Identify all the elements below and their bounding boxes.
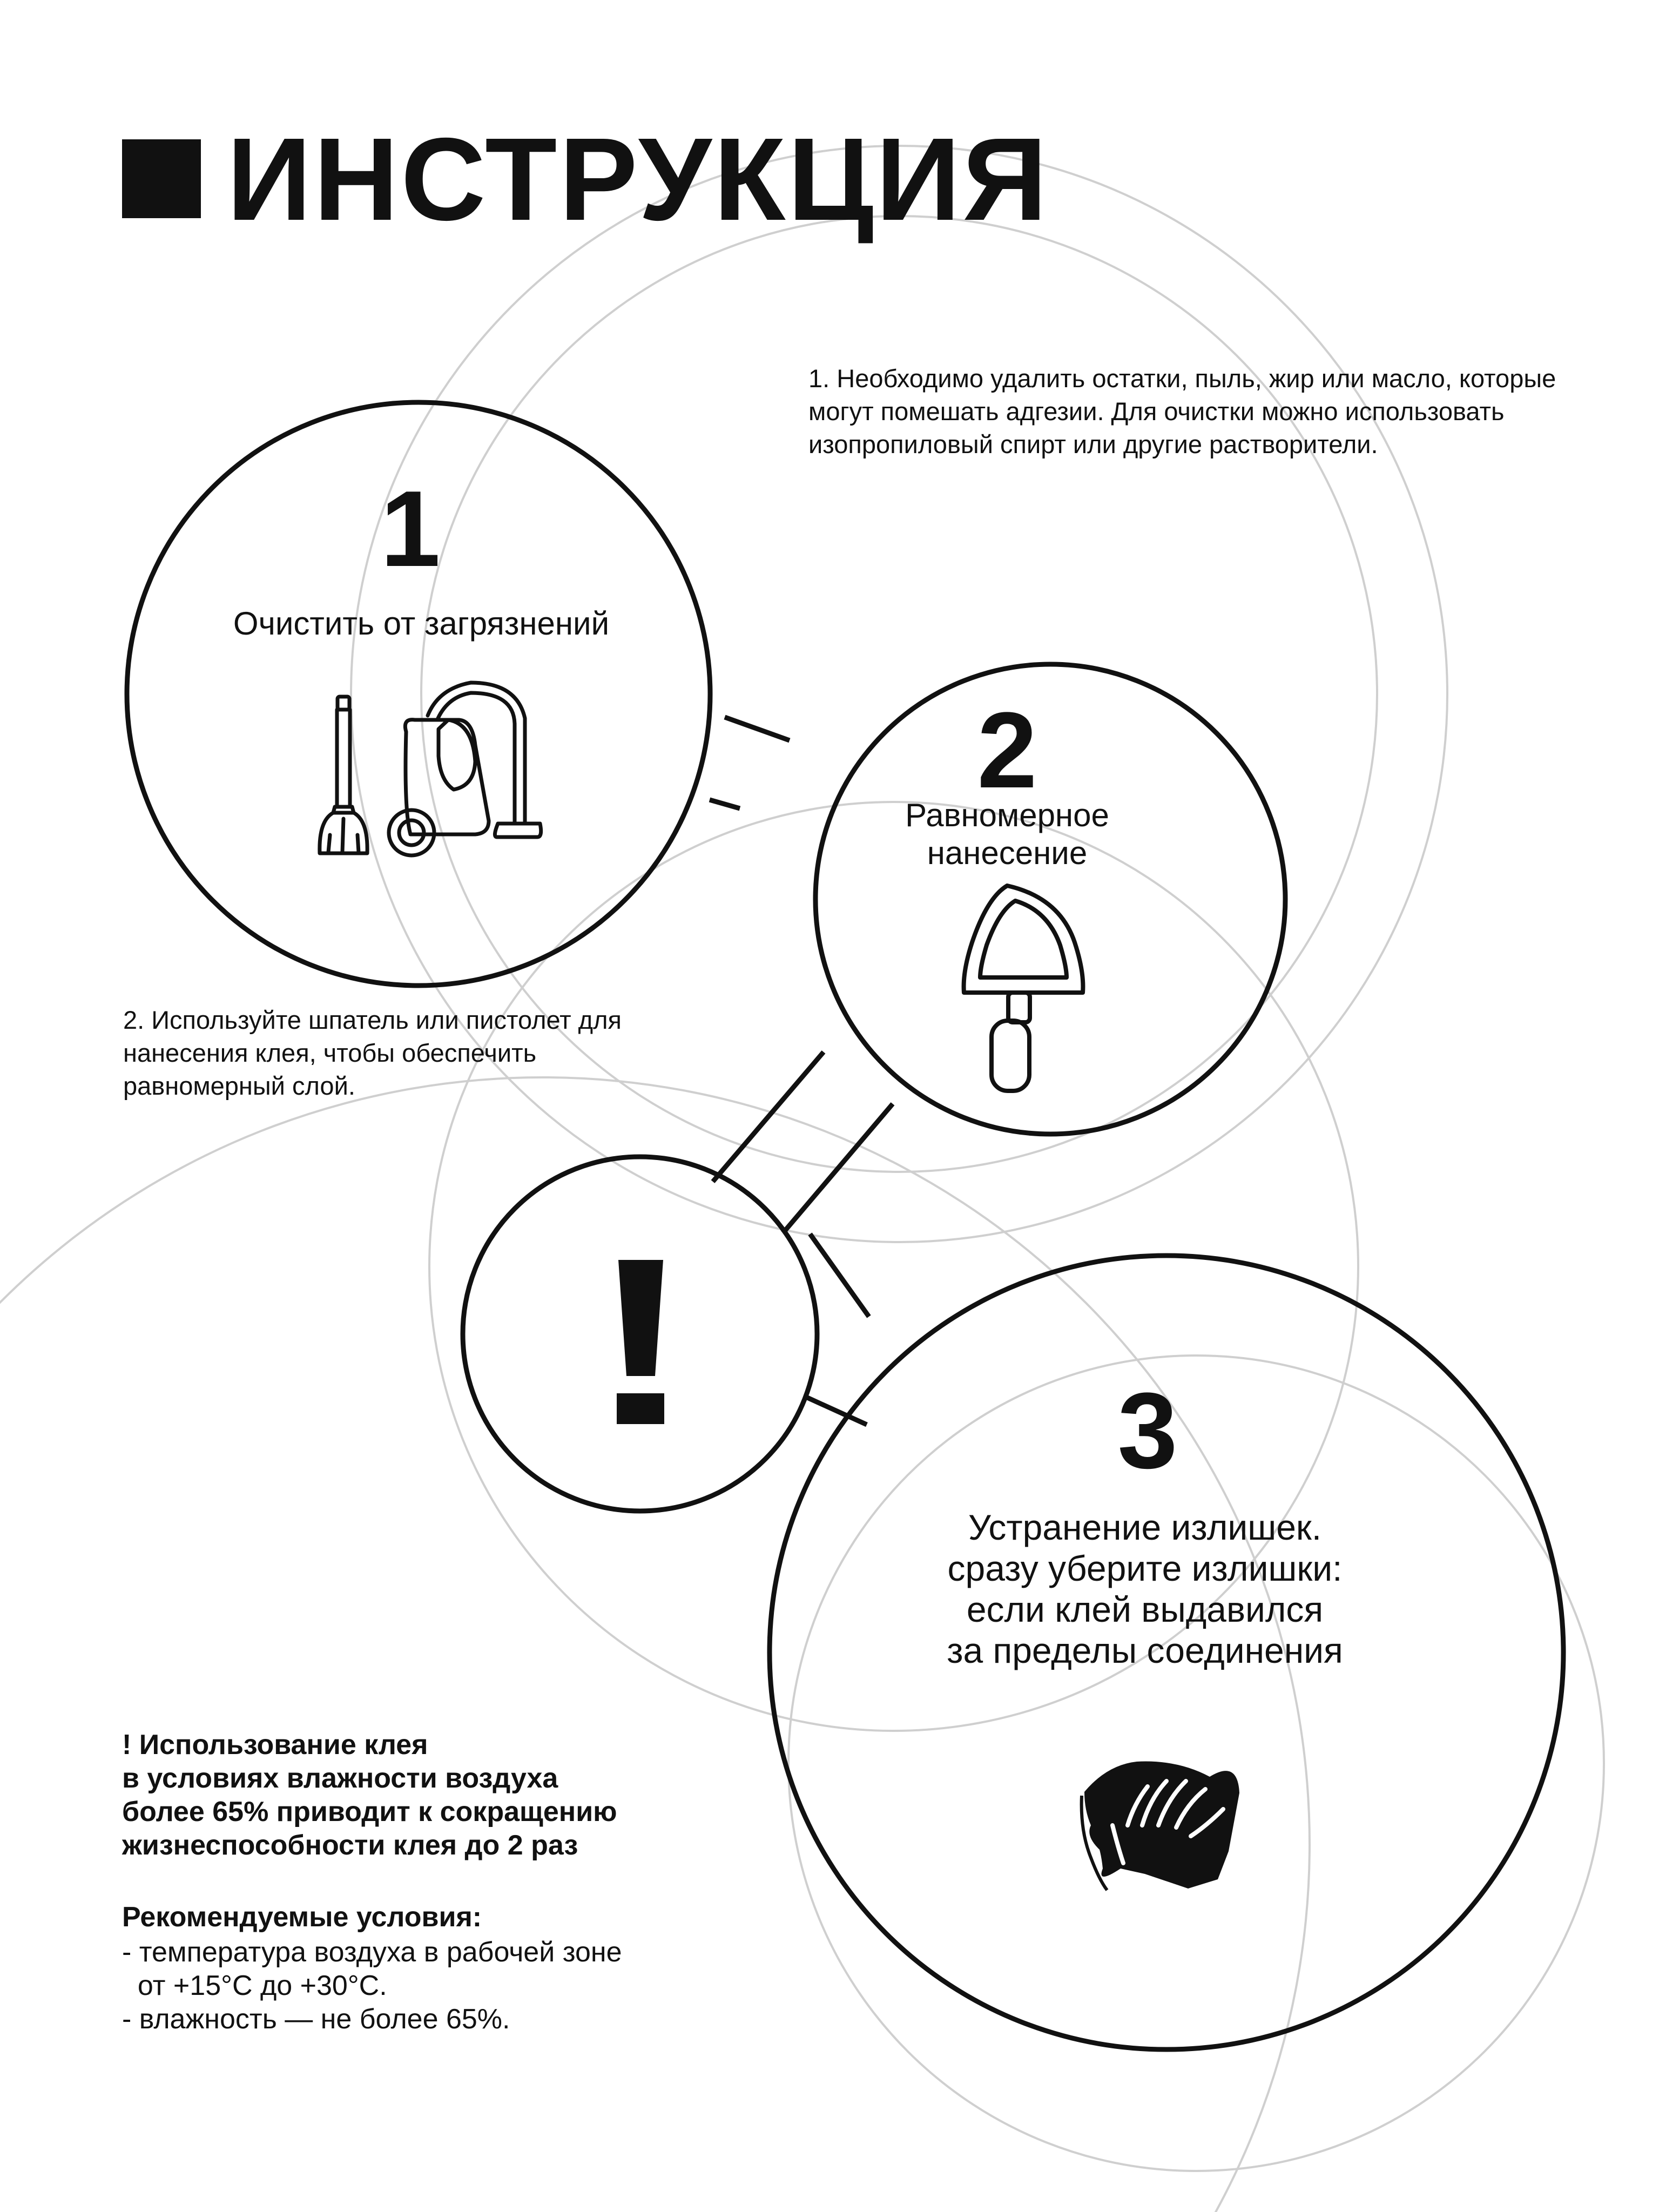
step-1-caption: Очистить от загрязнений: [233, 605, 610, 642]
humidity-warning-line: в условиях влажности воздуха: [122, 1763, 558, 1794]
step-1-number: 1: [380, 469, 441, 589]
bridge-1-2: [710, 800, 740, 808]
step-3-caption-line: сразу уберите излишки:: [947, 1548, 1343, 1588]
bridge-alert-3: [810, 1234, 869, 1317]
conditions-title: Рекомендуемые условия:: [122, 1901, 482, 1933]
step-2-number: 2: [977, 690, 1037, 811]
step-2-note: 2. Используйте шпатель или пистолет для нанесения клея, чтобы обеспечить равномерный слой.: [123, 1006, 622, 1100]
trowel-icon: [964, 886, 1083, 1091]
humidity-warning-line: жизнеспособности клея до 2 раз: [122, 1830, 578, 1861]
conditions-item: - температура воздуха в рабочей зоне: [122, 1937, 622, 1968]
exclamation-icon: [617, 1260, 664, 1424]
step-3-caption-line: если клей выдавился: [966, 1589, 1324, 1629]
step-3-caption-line: за пределы соединения: [947, 1630, 1343, 1670]
title-square-mark: [122, 139, 201, 218]
humidity-warning-line: более 65% приводит к сокращению: [122, 1796, 617, 1827]
wiping-hand-icon: [1082, 1762, 1239, 1890]
conditions-item: - влажность — не более 65%.: [122, 2004, 510, 2035]
bridge-2-alert: [783, 1104, 893, 1233]
bridge-1-2: [725, 717, 790, 740]
page-title: ИНСТРУКЦИЯ: [227, 114, 1050, 245]
humidity-warning-line: ! Использование клея: [122, 1729, 428, 1761]
step-3-caption-line: Устранение излишек.: [968, 1507, 1322, 1547]
step-1-note: 1. Необходимо удалить остатки, пыль, жир или масло, которые могут помешать адгезии. Для очистки можно использовать изопропиловый спирт или другие растворители.: [808, 364, 1556, 458]
conditions-item: от +15°С до +30°С.: [122, 1970, 387, 2001]
step-2-caption: Равномерное нанесение: [905, 797, 1109, 871]
vacuum-broom-icon: [320, 683, 541, 855]
step-3-number: 3: [1117, 1371, 1178, 1491]
